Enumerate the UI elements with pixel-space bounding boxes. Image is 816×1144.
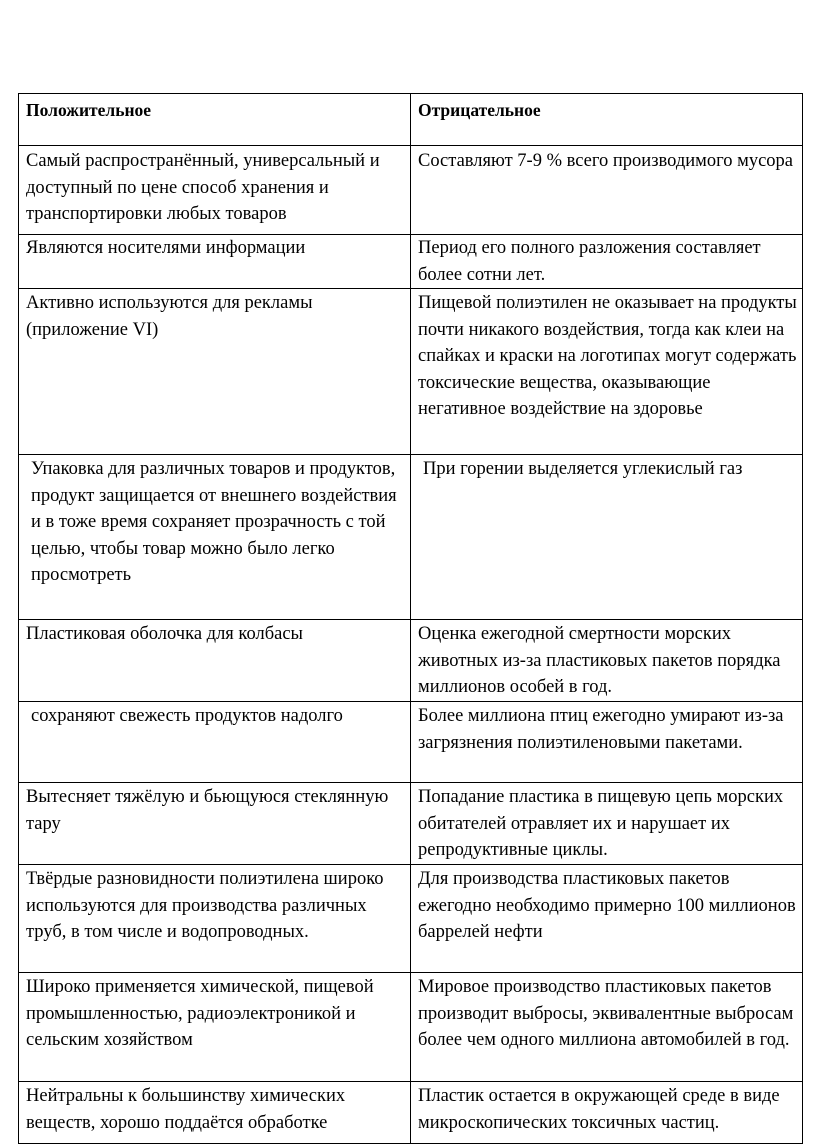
positive-cell: сохраняют свежесть продуктов надолго bbox=[19, 702, 411, 783]
positive-cell: Активно используются для рекламы (приложение VI) bbox=[19, 289, 411, 455]
header-positive: Положительное bbox=[19, 94, 411, 146]
negative-cell: Для производства пластиковых пакетов ежегодно необходимо примерно 100 миллионов баррелей нефти bbox=[411, 865, 803, 973]
negative-cell: Период его полного разложения составляет более сотни лет. bbox=[411, 235, 803, 289]
table-row bbox=[19, 1082, 803, 1144]
positive-cell: Являются носителями информации bbox=[19, 235, 411, 289]
table-row bbox=[19, 455, 803, 620]
positive-cell: Нейтральны к большинству химических веществ, хорошо поддаётся обработке bbox=[19, 1082, 411, 1144]
negative-cell: Более миллиона птиц ежегодно умирают из-за загрязнения полиэтиленовыми пакетами. bbox=[411, 702, 803, 783]
pros-cons-table bbox=[18, 93, 803, 1144]
table-row bbox=[19, 289, 803, 455]
table-row bbox=[19, 865, 803, 973]
table-row bbox=[19, 783, 803, 865]
negative-cell: Попадание пластика в пищевую цепь морских обитателей отравляет их и нарушает их репродуктивные циклы. bbox=[411, 783, 803, 865]
negative-cell: Оценка ежегодной смертности морских животных из-за пластиковых пакетов порядка миллионов особей в год. bbox=[411, 620, 803, 702]
positive-cell: Широко применяется химической, пищевой промышленностью, радиоэлектроникой и сельским хозяйством bbox=[19, 973, 411, 1082]
negative-cell: Мировое производство пластиковых пакетов производит выбросы, эквивалентные выбросам более чем одного миллиона автомобилей в год. bbox=[411, 973, 803, 1082]
table-header-row bbox=[19, 94, 803, 146]
negative-cell: Составляют 7-9 % всего производимого мусора bbox=[411, 146, 803, 235]
positive-cell: Твёрдые разновидности полиэтилена широко используются для производства различных труб, в том числе и водопроводных. bbox=[19, 865, 411, 973]
negative-cell: При горении выделяется углекислый газ bbox=[411, 455, 803, 620]
positive-cell: Самый распространённый, универсальный и доступный по цене способ хранения и транспортировки любых товаров bbox=[19, 146, 411, 235]
negative-cell: Пищевой полиэтилен не оказывает на продукты почти никакого воздействия, тогда как клеи на спайках и краски на логотипах могут содержать токсические вещества, оказывающие негативное воздействие на здоровье bbox=[411, 289, 803, 455]
negative-cell: Пластик остается в окружающей среде в виде микроскопических токсичных частиц. bbox=[411, 1082, 803, 1144]
positive-cell: Вытесняет тяжёлую и бьющуюся стеклянную тару bbox=[19, 783, 411, 865]
table-row bbox=[19, 146, 803, 235]
table-row bbox=[19, 620, 803, 702]
header-negative: Отрицательное bbox=[411, 94, 803, 146]
positive-cell: Пластиковая оболочка для колбасы bbox=[19, 620, 411, 702]
table-row bbox=[19, 973, 803, 1082]
table-row bbox=[19, 702, 803, 783]
positive-cell: Упаковка для различных товаров и продуктов, продукт защищается от внешнего воздействия и в тоже время сохраняет прозрачность с той целью, чтобы товар можно было легко просмотреть bbox=[19, 455, 411, 620]
table-row bbox=[19, 235, 803, 289]
